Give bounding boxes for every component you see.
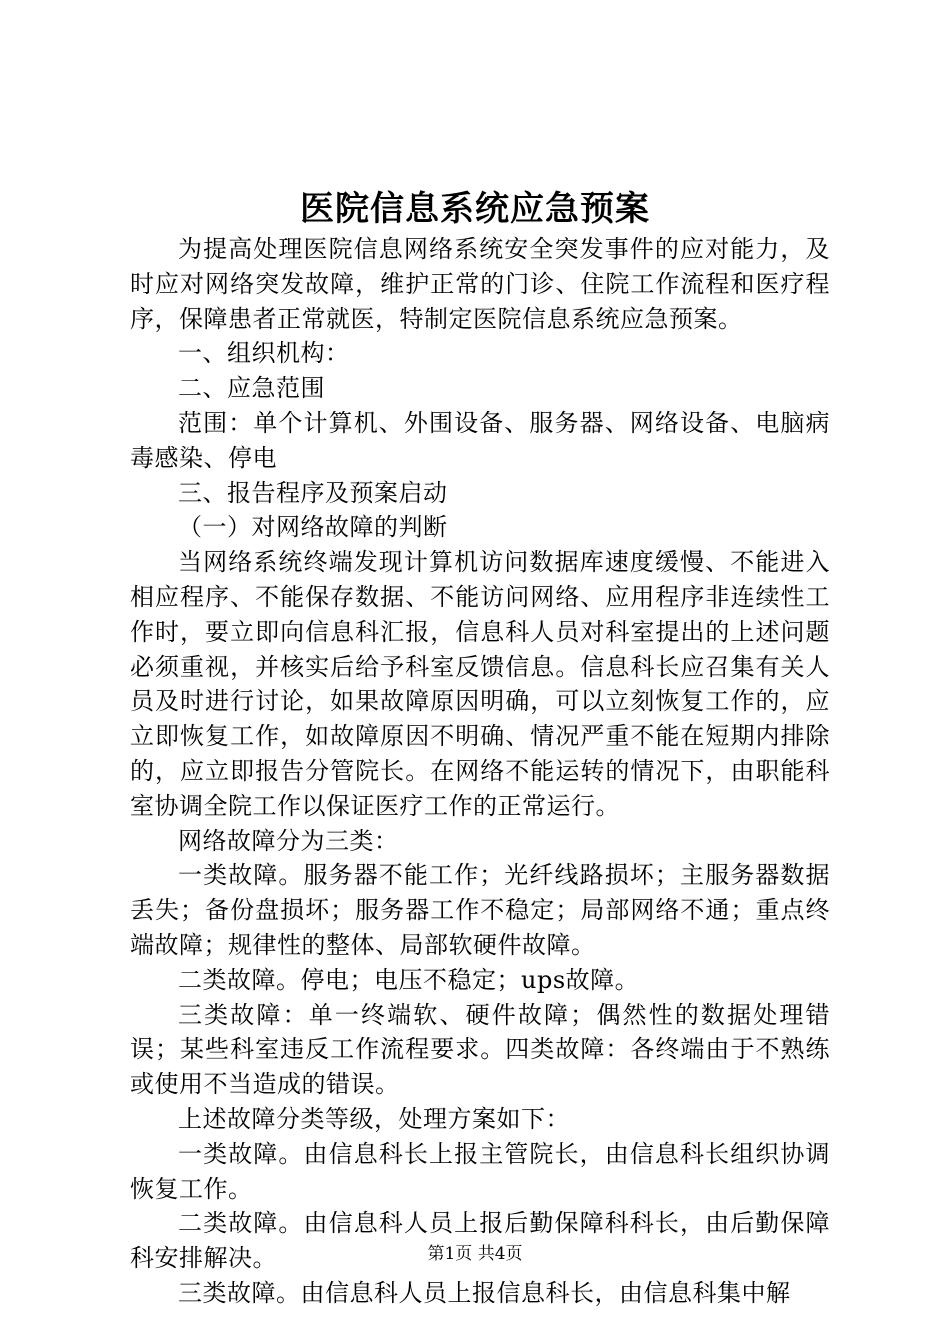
paragraph-fault-judgment: 当网络系统终端发现计算机访问数据库速度缓慢、不能进入相应程序、不能保存数据、不能访问网络、应用程序非连续性工作时，要立即向信息科汇报，信息科人员对科室提出的上述问题必须重视，并核实后给予科室反馈信息。信息科长应召集有关人员及时进行讨论，如果故障原因明确，可以立刻恢复工作的，应立即恢复工作，如故障原因不明确、情况严重不能在短期内排除的，应立即报告分管院长。在网络不能运转的情况下，由职能科室协调全院工作以保证医疗工作的正常运行。 xyxy=(130,548,830,820)
paragraph-class-three-handling: 三类故障。由信息科人员上报信息科长，由信息科集中解 xyxy=(178,1278,791,1307)
document-body xyxy=(130,232,830,1311)
paragraph-class-three-fault: 三类故障：单一终端软、硬件故障；偶然性的数据处理错误；某些科室违反工作流程要求。四类故障：各终端由于不熟练或使用不当造成的错误。 xyxy=(130,1000,830,1099)
paragraph-class-one-handling: 一类故障。由信息科长上报主管院长，由信息科长组织协调恢复工作。 xyxy=(130,1139,830,1203)
paragraph-fault-categories: 网络故障分为三类： xyxy=(178,826,399,855)
section-heading-reporting: 三、报告程序及预案启动 xyxy=(178,478,448,507)
section-heading-organization: 一、组织机构： xyxy=(178,339,350,368)
paragraph-intro: 为提高处理医院信息网络系统安全突发事件的应对能力，及时应对网络突发故障，维护正常的门诊、住院工作流程和医疗程序，保障患者正常就医，特制定医院信息系统应急预案。 xyxy=(130,235,830,333)
document-title: 医院信息系统应急预案 xyxy=(300,189,650,229)
paragraph-handling-intro: 上述故障分类等级，处理方案如下： xyxy=(178,1104,570,1133)
paragraph-class-one-fault: 一类故障。服务器不能工作；光纤线路损坏；主服务器数据丢失；备份盘损坏；服务器工作不稳定；局部网络不通；重点终端故障；规律性的整体、局部软硬件故障。 xyxy=(130,861,830,959)
paragraph-scope: 范围：单个计算机、外围设备、服务器、网络设备、电脑病毒感染、停电 xyxy=(130,408,830,472)
page-number-footer: 第1页 共4页 xyxy=(427,1244,523,1264)
section-heading-scope: 二、应急范围 xyxy=(178,374,325,403)
subsection-heading-fault-judgment: （一）对网络故障的判断 xyxy=(178,513,448,542)
paragraph-class-two-fault: 二类故障。停电；电压不稳定；ups故障。 xyxy=(178,965,640,994)
paragraph-class-two-handling: 二类故障。由信息科人员上报后勤保障科科长，由后勤保障科安排解决。 xyxy=(130,1209,830,1273)
